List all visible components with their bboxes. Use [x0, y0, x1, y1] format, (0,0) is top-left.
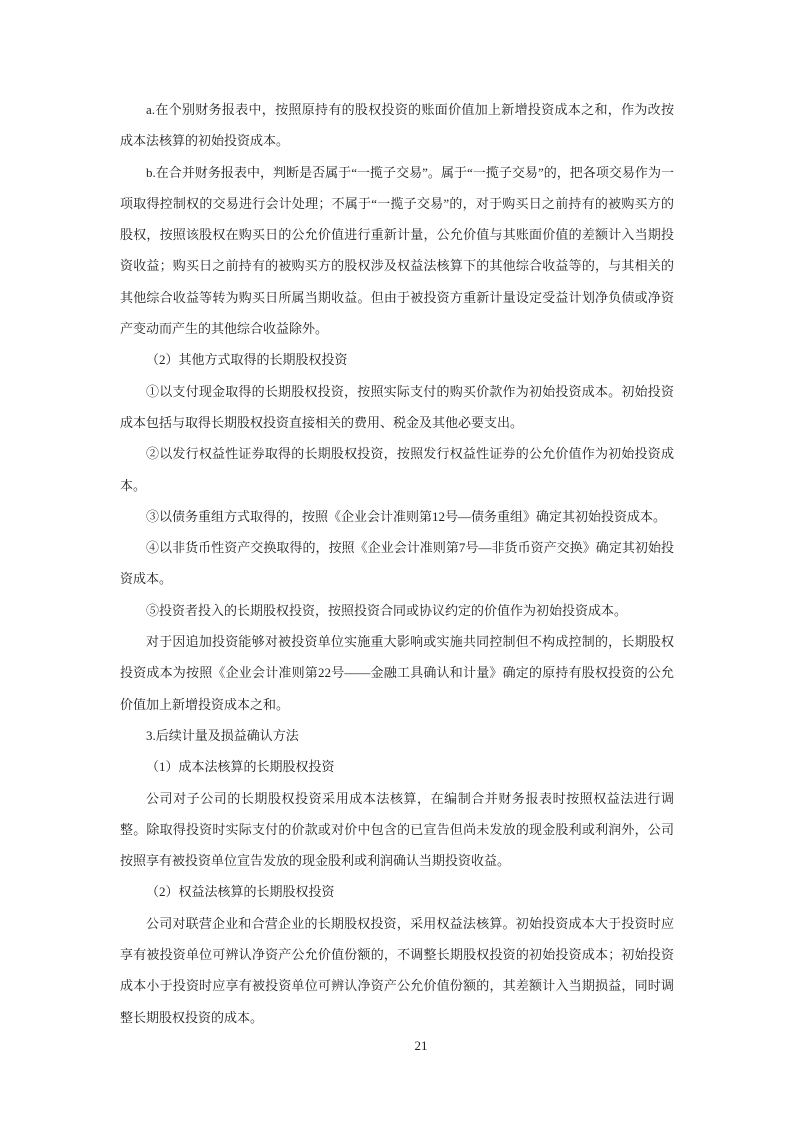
document-body [120, 94, 674, 1033]
paragraph-additional-investment: 对于因追加投资能够对被投资单位实施重大影响或实施共同控制但不构成控制的，长期股权投资成本为按照《企业会计准则第22号——金融工具确认和计量》确定的原持有股权投资的公允价值加上新增投资成本之和。 [120, 634, 674, 712]
heading-other-acquisition-methods: （2）其他方式取得的长期股权投资 [146, 352, 348, 368]
heading-equity-method: （2）权益法核算的长期股权投资 [146, 884, 335, 900]
item-2-equity-securities: ②以发行权益性证券取得的长期股权投资，按照发行权益性证券的公允价值作为初始投资成本。 [120, 446, 674, 493]
paragraph-equity-method-detail: 公司对联营企业和合营企业的长期股权投资，采用权益法核算。初始投资成本大于投资时应享有被投资单位可辨认净资产公允价值份额的，不调整长期股权投资的初始投资成本；初始投资成本小于投资时应享有被投资单位可辨认净资产公允价值份额的，其差额计入当期损益，同时调整长期股权投资的成本。 [120, 915, 674, 1025]
page-number: 21 [414, 1038, 428, 1053]
item-3-debt-restructuring: ③以债务重组方式取得的，按照《企业会计准则第12号—债务重组》确定其初始投资成本。 [146, 508, 667, 524]
paragraph-b-consolidated-statements: b.在合并财务报表中，判断是否属于“一揽子交易”。属于“一揽子交易”的，把各项交易作为一项取得控制权的交易进行会计处理；不属于“一揽子交易”的，对于购买日之前持有的被购买方的股权，按照该股权在购买日的公允价值进行重新计量，公允价值与其账面价值的差额计入当期投资收益；购买日之前持有的被购买方的股权涉及权益法核算下的其他综合收益等的，与其相关的其他综合收益等转为购买日所属当期收益。但由于被投资方重新计量设定受益计划净负债或净资产变动而产生的其他综合收益除外。 [120, 164, 674, 337]
paragraph-a-individual-statements: a.在个别财务报表中，按照原持有的股权投资的账面价值加上新增投资成本之和，作为改按成本法核算的初始投资成本。 [120, 102, 674, 149]
heading-cost-method: （1）成本法核算的长期股权投资 [146, 759, 335, 775]
item-5-investor-contribution: ⑤投资者投入的长期股权投资，按照投资合同或协议约定的价值作为初始投资成本。 [146, 602, 628, 618]
heading-subsequent-measurement: 3.后续计量及损益确认方法 [146, 727, 299, 743]
item-4-nonmonetary-exchange: ④以非货币性资产交换取得的，按照《企业会计准则第7号—非货币资产交换》确定其初始投资成本。 [120, 540, 674, 587]
item-1-cash-payment: ①以支付现金取得的长期股权投资，按照实际支付的购买价款作为初始投资成本。初始投资成本包括与取得长期股权投资直接相关的费用、税金及其他必要支出。 [120, 383, 674, 430]
paragraph-cost-method-detail: 公司对子公司的长期股权投资采用成本法核算，在编制合并财务报表时按照权益法进行调整。除取得投资时实际支付的价款或对价中包含的已宣告但尚未发放的现金股利或利润外，公司按照享有被投资单位宣告发放的现金股利或利润确认当期投资收益。 [120, 790, 674, 869]
